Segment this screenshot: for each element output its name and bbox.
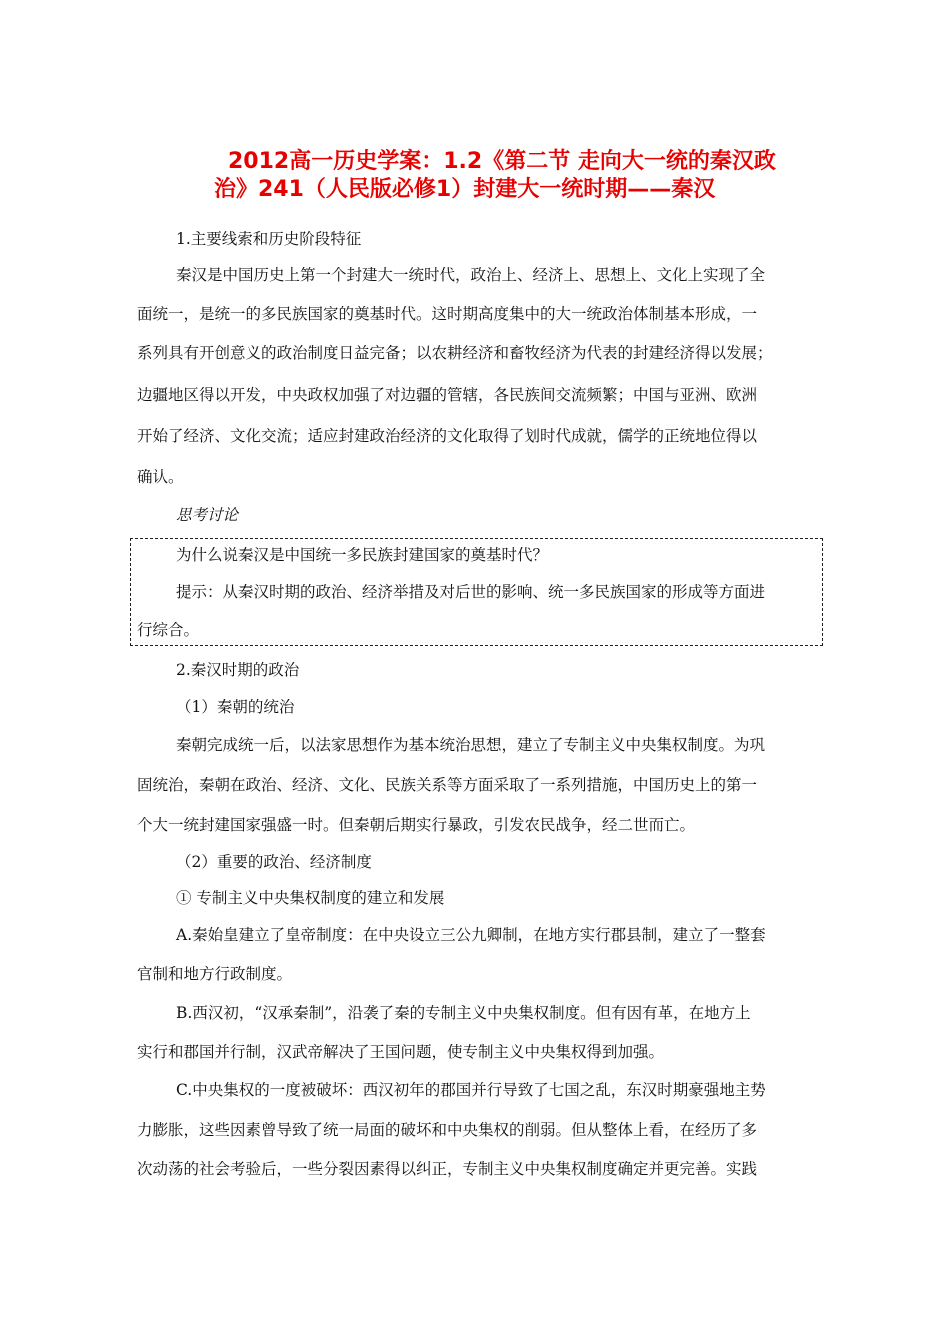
document-title-line-1: 2012高一历史学案：1.2《第二节 走向大一统的秦汉政 — [228, 149, 776, 174]
paragraph-line: B.西汉初，“汉承秦制”，沿袭了秦的专制主义中央集权制度。但有因有革，在地方上 — [176, 1004, 751, 1022]
subsection-heading: （1）秦朝的统治 — [176, 698, 295, 716]
paragraph-line: 固统治，秦朝在政治、经济、文化、民族关系等方面采取了一系列措施，中国历史上的第一 — [137, 776, 758, 794]
subsection-heading: （2）重要的政治、经济制度 — [176, 853, 372, 871]
discussion-question: 为什么说秦汉是中国统一多民族封建国家的奠基时代？ — [176, 546, 549, 564]
document-title-line-2: 治》241（人民版必修1）封建大一统时期——秦汉 — [214, 177, 716, 202]
paragraph-line: 开始了经济、文化交流；适应封建政治经济的文化取得了划时代成就，儒学的正统地位得以 — [137, 427, 758, 445]
paragraph-line: 秦朝完成统一后，以法家思想作为基本统治思想，建立了专制主义中央集权制度。为巩 — [176, 736, 766, 754]
paragraph-line: A.秦始皇建立了皇帝制度：在中央设立三公九卿制，在地方实行郡县制，建立了一整套 — [176, 926, 766, 944]
discussion-label: 思考讨论 — [176, 506, 239, 524]
paragraph-line: 次动荡的社会考验后，一些分裂因素得以纠正，专制主义中央集权制度确定并更完善。实践 — [137, 1160, 758, 1178]
list-item-heading: ① 专制主义中央集权制度的建立和发展 — [176, 889, 445, 907]
paragraph-line: C.中央集权的一度被破坏：西汉初年的郡国并行导致了七国之乱，东汉时期豪强地主势 — [176, 1081, 766, 1099]
paragraph-line: 力膨胀，这些因素曾导致了统一局面的破坏和中央集权的削弱。但从整体上看，在经历了多 — [137, 1121, 758, 1139]
paragraph-line: 实行和郡国并行制，汉武帝解决了王国问题，使专制主义中央集权得到加强。 — [137, 1043, 665, 1061]
paragraph-line: 边疆地区得以开发，中央政权加强了对边疆的管辖，各民族间交流频繁；中国与亚洲、欧洲 — [137, 386, 758, 404]
discussion-hint: 提示：从秦汉时期的政治、经济举措及对后世的影响、统一多民族国家的形成等方面进 — [176, 583, 766, 601]
paragraph-line: 官制和地方行政制度。 — [137, 965, 293, 983]
paragraph-line: 系列具有开创意义的政治制度日益完备；以农耕经济和畜牧经济为代表的封建经济得以发展； — [137, 344, 773, 362]
discussion-hint-cont: 行综合。 — [137, 621, 200, 639]
paragraph-line: 秦汉是中国历史上第一个封建大一统时代，政治上、经济上、思想上、文化上实现了全 — [176, 266, 766, 284]
paragraph-line: 个大一统封建国家强盛一时。但秦朝后期实行暴政，引发农民战争，经二世而亡。 — [137, 816, 696, 834]
section-2-heading: 2.秦汉时期的政治 — [176, 661, 300, 679]
paragraph-line: 面统一，是统一的多民族国家的奠基时代。这时期高度集中的大一统政治体制基本形成，一 — [137, 305, 758, 323]
section-1-heading: 1.主要线索和历史阶段特征 — [176, 230, 362, 248]
paragraph-line: 确认。 — [137, 468, 184, 486]
